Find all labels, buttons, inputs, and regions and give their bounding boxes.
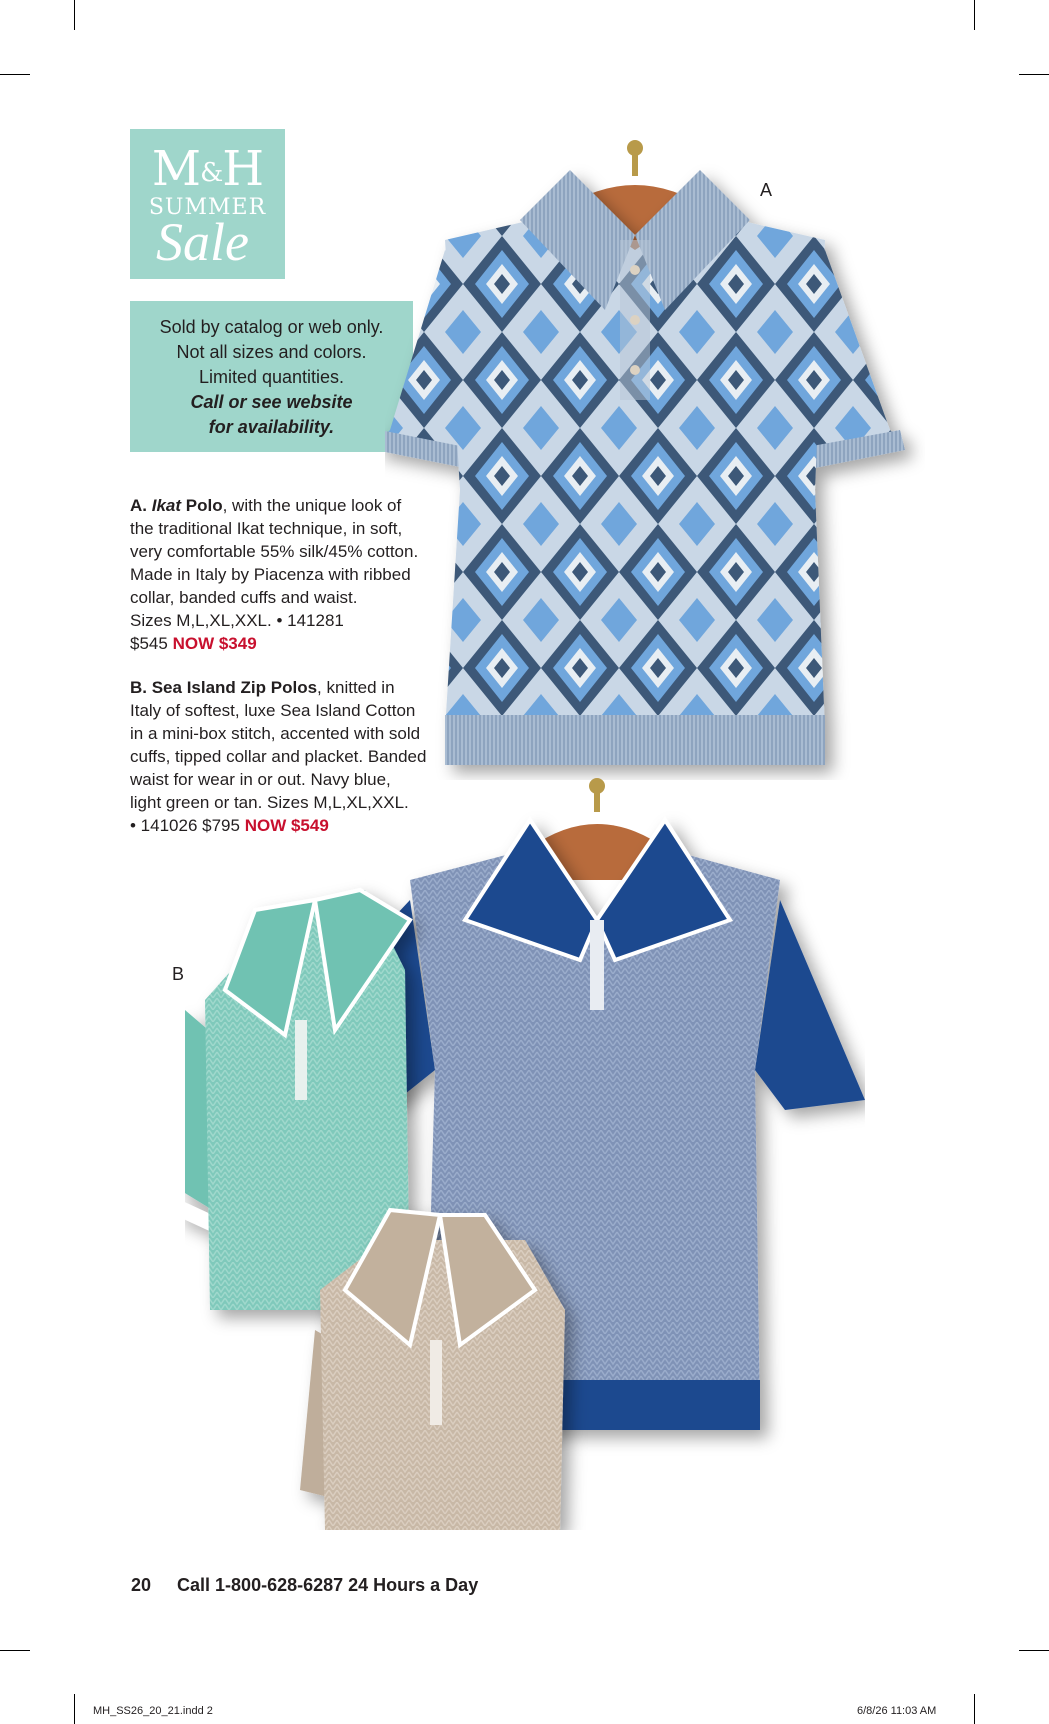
product-b-line: cuffs, tipped collar and placket. Banded — [130, 747, 427, 766]
sale-logo — [130, 129, 285, 279]
product-b-line: waist for wear in or out. Navy blue, — [130, 770, 391, 789]
crop-mark — [74, 1694, 75, 1724]
notice-line: Not all sizes and colors. — [176, 342, 367, 362]
product-a-description — [130, 494, 460, 655]
product-a-title-line — [130, 494, 460, 517]
notice-line: for availability. — [208, 417, 335, 437]
logo-sale: Sale — [156, 212, 249, 272]
product-b-line: • 141026 $795 — [130, 816, 240, 835]
product-a-sale-price: NOW $349 — [172, 634, 257, 653]
label-b: B — [172, 964, 185, 984]
phone-callout: Call 1-800-628-6287 24 Hours a Day — [177, 1575, 479, 1595]
product-b-name: B. Sea Island Zip Polos — [130, 678, 318, 697]
crop-mark — [974, 0, 975, 30]
product-b-sale-price: NOW $549 — [244, 816, 329, 835]
zip-polos-photo — [185, 770, 865, 1530]
crop-mark — [974, 1694, 975, 1724]
product-b-line: Italy of softest, luxe Sea Island Cotton — [130, 701, 416, 720]
crop-mark — [74, 0, 75, 30]
notice-line: Call or see website — [190, 392, 353, 412]
product-a-line: Made in Italy by Piacenza with ribbed — [130, 565, 411, 584]
product-a-line: the traditional Ikat technique, in soft, — [130, 519, 403, 538]
product-a-line: , with the unique look of — [222, 496, 402, 515]
page-footer — [131, 1575, 478, 1596]
ikat-polo-photo — [385, 140, 925, 780]
product-a-line: collar, banded cuffs and waist. — [130, 588, 358, 607]
product-a-line: Sizes M,L,XL,XXL. • 141281 — [130, 611, 344, 630]
logo-summer: SUMMER — [148, 195, 267, 220]
product-a-prefix: A. — [130, 496, 147, 515]
product-a-name: Polo — [185, 496, 223, 515]
notice-line: Sold by catalog or web only. — [159, 317, 384, 337]
product-b-description — [130, 676, 460, 837]
logo-m: M — [151, 141, 201, 197]
crop-mark — [0, 1650, 30, 1651]
crop-mark — [1019, 1650, 1049, 1651]
notice-line: Limited quantities. — [198, 367, 345, 387]
product-a-line: very comfortable 55% silk/45% cotton. — [130, 542, 419, 561]
crop-mark — [0, 74, 30, 75]
product-b-line: , knitted in — [317, 678, 395, 697]
page-number: 20 — [131, 1575, 152, 1595]
product-b-line: light green or tan. Sizes M,L,XL,XXL. — [130, 793, 409, 812]
logo-amp: & — [200, 158, 223, 188]
logo-h: H — [222, 141, 264, 197]
product-a-old-price: $545 — [130, 634, 168, 653]
label-a: A — [760, 180, 773, 200]
crop-mark — [1019, 74, 1049, 75]
availability-notice — [130, 301, 413, 452]
slug-file: MH_SS26_20_21.indd 2 — [93, 1705, 213, 1717]
slug-date: 6/8/26 11:03 AM — [857, 1705, 937, 1717]
product-b-line: in a mini-box stitch, accented with sold — [130, 724, 421, 743]
product-a-name-italic: Ikat — [151, 496, 182, 515]
